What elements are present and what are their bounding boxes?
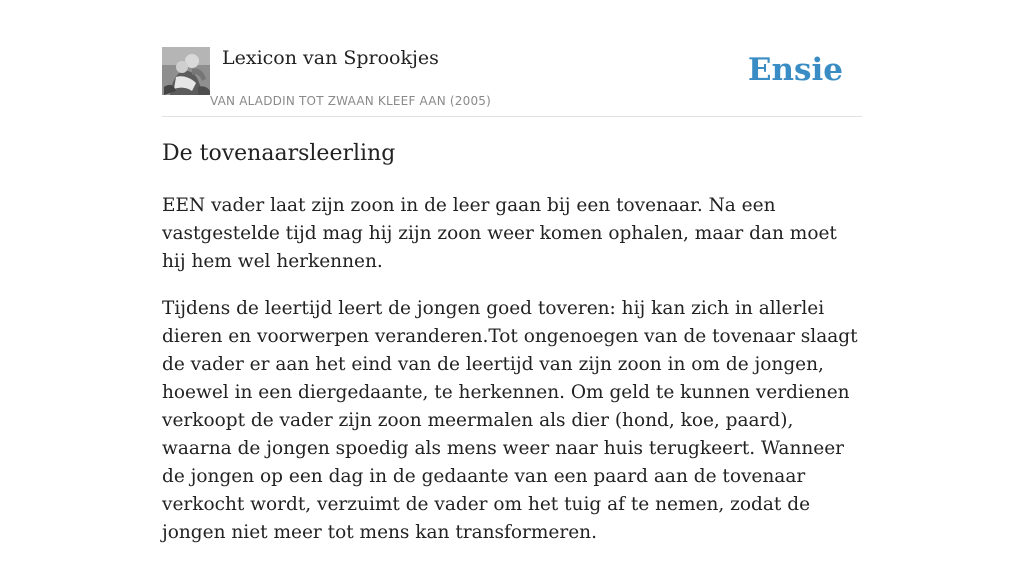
article-paragraph: Tijdens de leertijd leert de jongen goed toveren: hij kan zich in allerlei dieren en voorwerpen veranderen.Tot ongenoegen van de tovenaar slaagt de vader er aan het eind van de leertijd van zijn zoon in om de jongen, hoewel in een diergedaante, te herkennen. Om geld te kunnen verdienen verkoopt de vader zijn zoon meermalen als dier (hond, koe, paard), waarna de jongen spoedig als mens weer naar huis terugkeert. Wanneer de jongen op een dag in de gedaante van een paard aan de tovenaar verkocht wordt, verzuimt de vader om het tuig af te nemen, zodat de jongen niet meer tot mens kan transformeren.: [162, 298, 858, 543]
source-title[interactable]: Lexicon van Sprookjes: [222, 47, 439, 69]
article-paragraph: EEN vader laat zijn zoon in de leer gaan bij een tovenaar. Na een vastgestelde tijd mag hij zijn zoon weer komen ophalen, maar dan moet hij hem wel herkennen.: [162, 195, 837, 272]
article-body: [162, 192, 862, 566]
source-header: [162, 46, 862, 117]
book-cover-illustration-icon[interactable]: [162, 47, 210, 95]
article-title: De tovenaarsleerling: [162, 141, 396, 166]
brand-logo[interactable]: Ensie: [747, 52, 843, 88]
source-subtitle: VAN ALADDIN TOT ZWAAN KLEEF AAN (2005): [210, 94, 492, 108]
